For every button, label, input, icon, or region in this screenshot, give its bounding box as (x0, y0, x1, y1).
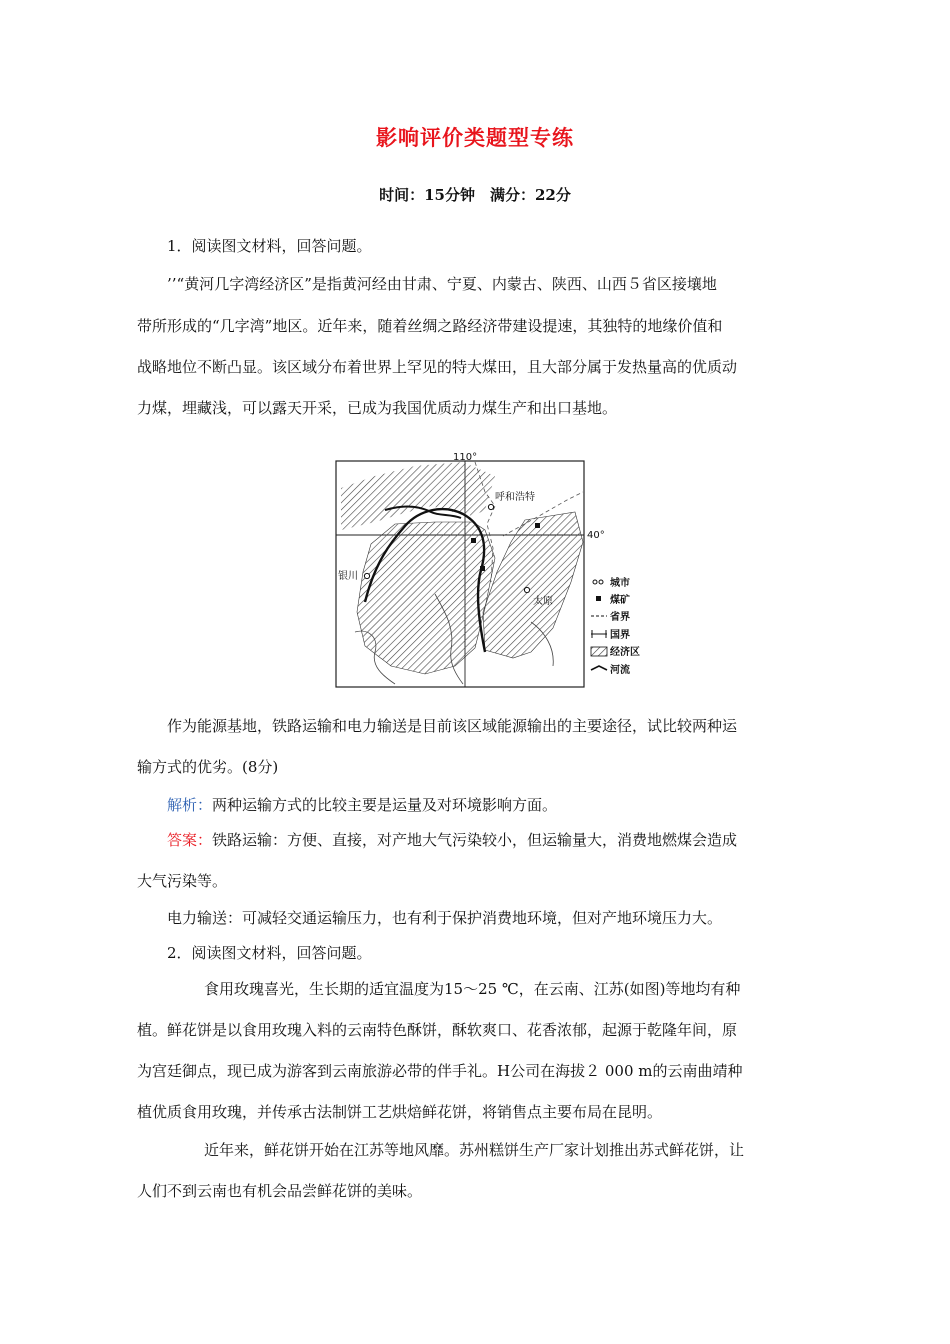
city-label: 太原 (533, 596, 553, 607)
coal-mine (535, 523, 540, 528)
city-label: 呼和浩特 (495, 492, 535, 503)
q1-analysis (167, 795, 843, 815)
city-label: 银川 (338, 571, 358, 582)
q1-para-line: ’’“黄河几字湾经济区”是指黄河经由甘肃、宁夏、内蒙古、陕西、山西５省区接壤地 (167, 275, 717, 293)
lat-label: 40° (587, 530, 605, 541)
q2-para-line: 近年来，鲜花饼开始在江苏等地风靡。苏州糕饼生产厂家计划推出苏式鲜花饼，让 (204, 1141, 745, 1159)
coal-mine (480, 566, 485, 571)
q1-intro: 1．阅读图文材料，回答问题。 (167, 237, 372, 255)
q1-question-line: 输方式的优劣。(8分) (137, 758, 279, 776)
city-marker (488, 504, 493, 509)
q1-question-line: 作为能源基地，铁路运输和电力输送是目前该区域能源输出的主要途径，试比较两种运 (167, 717, 738, 735)
analysis-label: 解析： (167, 796, 213, 814)
answer-text: 铁路运输：方便、直接，对产地大气污染较小，但运输量大，消费地燃煤会造成 (212, 831, 738, 849)
legend-item: 经济区 (610, 647, 640, 658)
q2-para-line: 植优质食用玫瑰，并传承古法制饼工艺烘焙鲜花饼，将销售点主要布局在昆明。 (137, 1103, 663, 1121)
page-subtitle: 时间：15分钟 满分：22分 (379, 186, 571, 204)
city-marker (524, 587, 529, 592)
q1-answer-line: 大气污染等。 (137, 872, 228, 890)
economic-zone-map (335, 452, 645, 690)
analysis-text: 两种运输方式的比较主要是运量及对环境影响方面。 (212, 796, 558, 814)
lon-label: 110° (453, 452, 478, 463)
legend-item: 煤矿 (610, 595, 630, 606)
q1-para-line: 带所形成的“几字湾”地区。近年来，随着丝绸之路经济带建设提速，其独特的地缘价值和 (137, 317, 723, 335)
page-title: 影响评价类题型专练 (376, 125, 574, 150)
q2-para-line: 为宫廷御点，现已成为游客到云南旅游必带的伴手礼。H公司在海拔２ 000 m的云南曲靖种 (137, 1062, 743, 1080)
q2-para-line: 植。鲜花饼是以食用玫瑰入料的云南特色酥饼，酥软爽口、花香浓郁，起源于乾隆年间，原 (137, 1021, 738, 1039)
legend-item: 国界 (610, 630, 630, 641)
legend-item: 省界 (610, 612, 630, 623)
legend-item: 城市 (610, 578, 630, 589)
q2-para-line: 人们不到云南也有机会品尝鲜花饼的美味。 (137, 1182, 423, 1200)
legend-item: 河流 (610, 665, 630, 676)
q1-answer (167, 830, 843, 850)
q1-para-line: 战略地位不断凸显。该区域分布着世界上罕见的特大煤田，且大部分属于发热量高的优质动 (137, 358, 738, 376)
coal-mine (471, 538, 476, 543)
q2-para-line: 食用玫瑰喜光，生长期的适宜温度为15～25 ℃，在云南、江苏(如图)等地均有种 (204, 980, 741, 998)
q1-answer2: 电力输送：可减轻交通运输压力，也有利于保护消费地环境，但对产地环境压力大。 (167, 909, 723, 927)
q1-para-line: 力煤，埋藏浅，可以露天开采，已成为我国优质动力煤生产和出口基地。 (137, 399, 618, 417)
city-marker (364, 573, 369, 578)
answer-label: 答案： (167, 831, 213, 849)
map-legend (591, 576, 640, 676)
q2-intro: 2．阅读图文材料，回答问题。 (167, 944, 372, 962)
